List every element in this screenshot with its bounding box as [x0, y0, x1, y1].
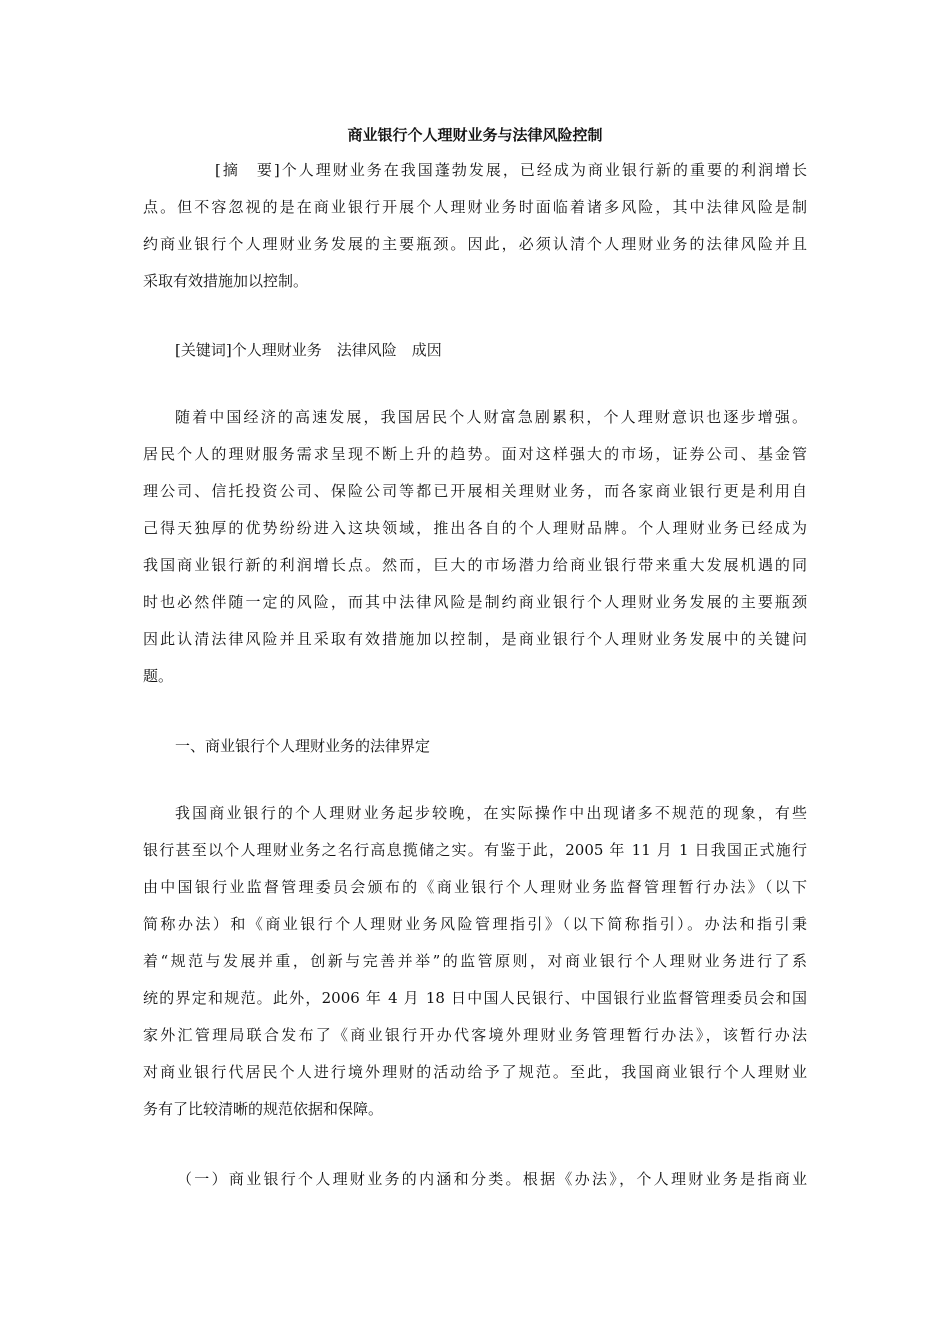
- section1-line: 银行甚至以个人理财业务之名行高息揽储之实。有鉴于此，2005 年 11 月 1 日我国正式施行: [143, 841, 807, 859]
- intro-paragraph: [143, 399, 807, 695]
- keywords-paragraph: [143, 332, 807, 369]
- intro-line: 时也必然伴随一定的风险，而其中法律风险是制约商业银行个人理财业务发展的主要瓶颈: [143, 593, 807, 611]
- section-heading: 一、商业银行个人理财业务的法律界定: [175, 737, 431, 755]
- section1-line: 统的界定和规范。此外，2006 年 4 月 18 日中国人民银行、中国银行业监督管理委员会和国: [143, 989, 807, 1007]
- section1-line: 由中国银行业监督管理委员会颁布的《商业银行个人理财业务监督管理暂行办法》（以下: [143, 878, 807, 896]
- subsection1-line: （一）商业银行个人理财业务的内涵和分类。根据《办法》，个人理财业务是指商业: [177, 1170, 807, 1188]
- intro-line: 理公司、信托投资公司、保险公司等都已开展相关理财业务，而各家商业银行更是利用自: [143, 482, 807, 500]
- intro-line: 随着中国经济的高速发展，我国居民个人财富急剧累积，个人理财意识也逐步增强。: [175, 408, 807, 426]
- abstract-line: 采取有效措施加以控制。: [143, 272, 309, 290]
- abstract-line: 点。但不容忽视的是在商业银行开展个人理财业务时面临着诸多风险，其中法律风险是制: [143, 198, 807, 216]
- section1-line: 着“规范与发展并重，创新与完善并举”的监管原则，对商业银行个人理财业务进行了系: [143, 952, 807, 970]
- section1-paragraph: [143, 795, 807, 1128]
- abstract-line: [摘 要]个人理财业务在我国蓬勃发展，已经成为商业银行新的重要的利润增长: [215, 161, 807, 179]
- intro-line: 我国商业银行新的利润增长点。然而，巨大的市场潜力给商业银行带来重大发展机遇的同: [143, 556, 807, 574]
- section1-line: 对商业银行代居民个人进行境外理财的活动给予了规范。至此，我国商业银行个人理财业: [143, 1063, 807, 1081]
- section1-line: 务有了比较清晰的规范依据和保障。: [143, 1100, 384, 1118]
- section1-line: 我国商业银行的个人理财业务起步较晚，在实际操作中出现诸多不规范的现象，有些: [175, 804, 807, 822]
- intro-line: 题。: [143, 667, 174, 685]
- section-heading-block: [143, 728, 807, 765]
- document-title: 商业银行个人理财业务与法律风险控制: [347, 126, 603, 144]
- abstract-line: 约商业银行个人理财业务发展的主要瓶颈。因此，必须认清个人理财业务的法律风险并且: [143, 235, 807, 253]
- intro-line: 己得天独厚的优势纷纷进入这块领域，推出各自的个人理财品牌。个人理财业务已经成为: [143, 519, 807, 537]
- section1-line: 简称办法）和《商业银行个人理财业务风险管理指引》（以下简称指引）。办法和指引秉: [143, 915, 807, 933]
- intro-line: 因此认清法律风险并且采取有效措施加以控制，是商业银行个人理财业务发展中的关键问: [143, 630, 807, 648]
- subsection1-paragraph: [143, 1161, 807, 1198]
- intro-line: 居民个人的理财服务需求呈现不断上升的趋势。面对这样强大的市场，证券公司、基金管: [143, 445, 807, 463]
- section1-line: 家外汇管理局联合发布了《商业银行开办代客境外理财业务管理暂行办法》，该暂行办法: [143, 1026, 807, 1044]
- keywords-line: [关键词]个人理财业务 法律风险 成因: [175, 341, 442, 359]
- abstract-paragraph: [143, 152, 807, 300]
